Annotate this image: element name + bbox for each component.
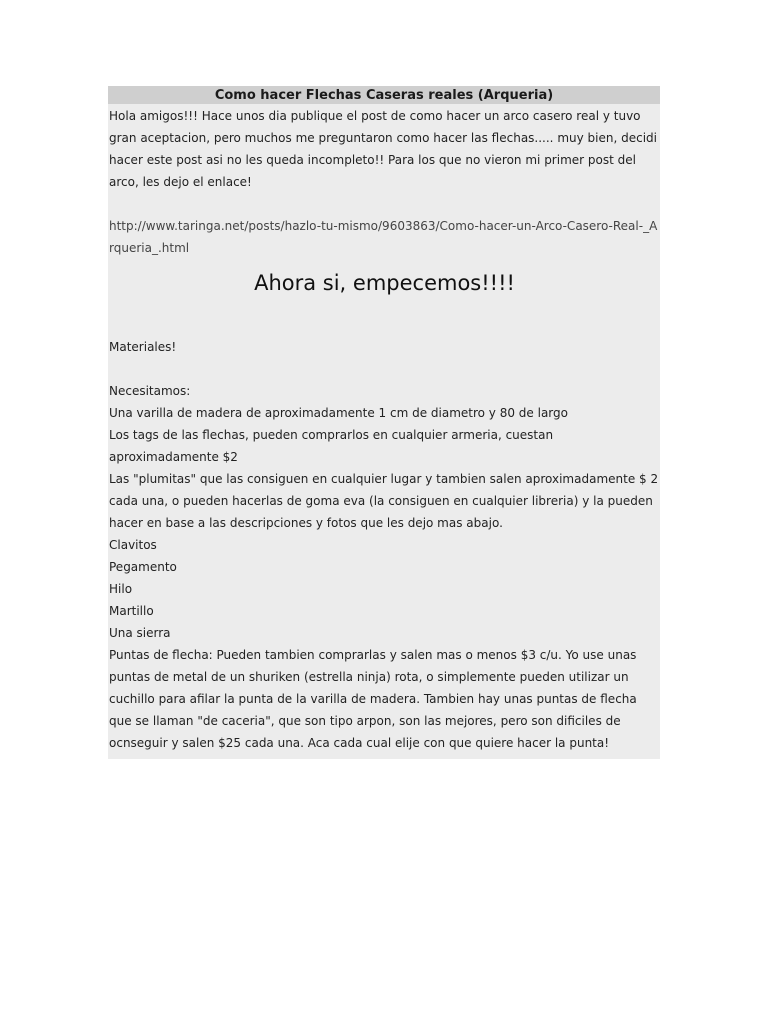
list-item-varilla: Una varilla de madera de aproximadamente 1 cm de diametro y 80 de largo — [109, 406, 568, 420]
document-title: Como hacer Flechas Caseras reales (Arqueria) — [108, 86, 660, 104]
list-item-martillo: Martillo — [109, 604, 154, 618]
list-item-puntas: Puntas de flecha: Pueden tambien comprarlas y salen mas o menos $3 c/u. Yo use unas puntas de metal de un shuriken (estrella ninja) rota, o simplemente pueden utilizar un cuchillo para afilar la punta de la varilla de madera. Tambien hay unas puntas de flecha que se llaman "de caceria", que son tipo arpon, son las mejores, pero son dificiles de ocnseguir y salen $25 cada una. Aca cada cual elije con que quiere hacer la punta! — [109, 648, 637, 750]
needs-label: Necesitamos: — [109, 384, 191, 398]
list-item-plumitas: Las "plumitas" que las consiguen en cualquier lugar y tambien salen aproximadamente $ 2 cada una, o pueden hacerlas de goma eva (la consiguen en cualquier libreria) y la pueden hacer en base a las descripciones y fotos que les dejo mas abajo. — [109, 472, 659, 530]
list-item-pegamento: Pegamento — [109, 560, 177, 574]
reference-link[interactable]: http://www.taringa.net/posts/hazlo-tu-mismo/9603863/Como-hacer-un-Arco-Casero-Real-_Arqueria_.html — [109, 219, 658, 255]
section-heading: Ahora si, empecemos!!!! — [254, 271, 515, 295]
document-page — [108, 86, 660, 759]
list-item-sierra: Una sierra — [109, 626, 171, 640]
document-body — [108, 105, 660, 754]
materials-label: Materiales! — [109, 340, 177, 354]
list-item-hilo: Hilo — [109, 582, 133, 596]
list-item-clavitos: Clavitos — [109, 538, 157, 552]
intro-paragraph: Hola amigos!!! Hace unos dia publique el post de como hacer un arco casero real y tuvo gran aceptacion, pero muchos me preguntaron como hacer las flechas..... muy bien, decidi hacer este post asi no les queda incompleto!! Para los que no vieron mi primer post del arco, les dejo el enlace! — [109, 109, 657, 189]
list-item-tags: Los tags de las flechas, pueden comprarlos en cualquier armeria, cuestan aproximadamente $2 — [109, 428, 554, 464]
